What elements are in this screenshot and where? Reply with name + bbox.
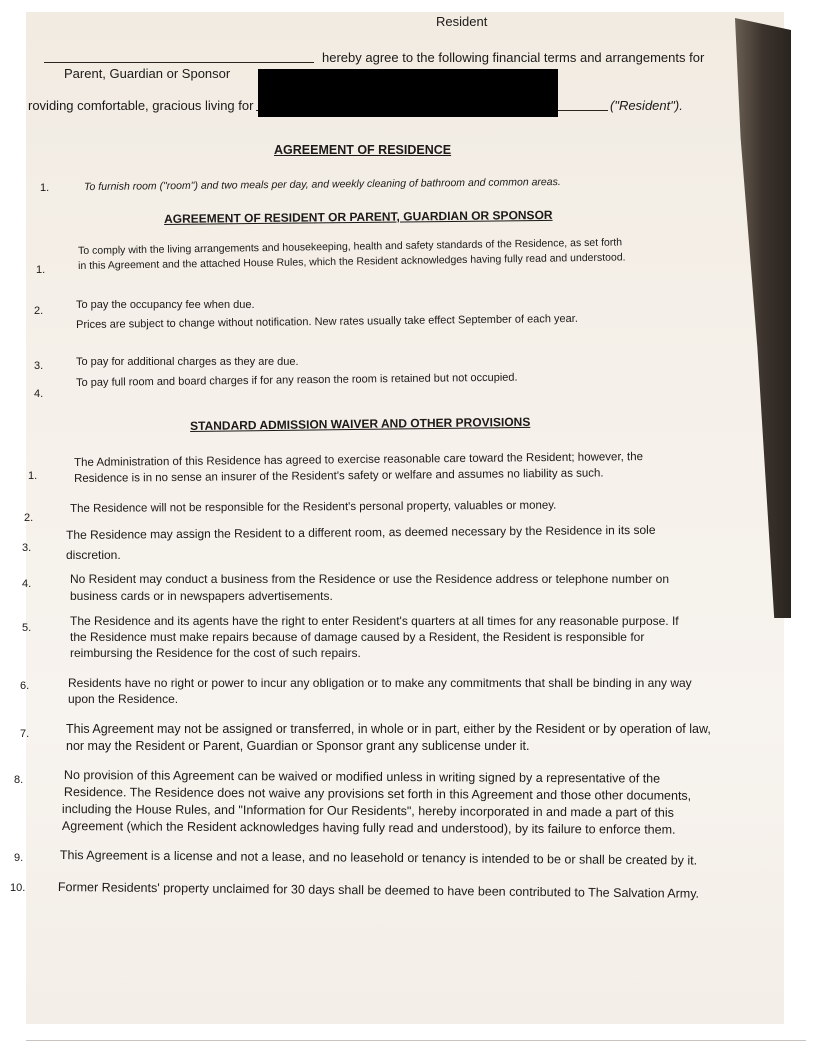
waiver-item-10: Former Residents' property unclaimed for 30 days shall be deemed to have been contributed to The Salvation Army. bbox=[57, 880, 700, 901]
section2-item-1-line-2: in this Agreement and the attached House Rules, which the Resident acknowledges having fully read and understood. bbox=[78, 251, 626, 272]
waiver-item-6-line-2: upon the Residence. bbox=[68, 692, 179, 706]
sponsor-label: Parent, Guardian or Sponsor bbox=[64, 66, 231, 81]
document-page bbox=[26, 12, 784, 1024]
section2-item-2: To pay the occupancy fee when due. bbox=[76, 299, 255, 311]
waiver-item-8-line-2: Residence. The Residence does not waive any provisions set forth in this Agreement and those other documents, bbox=[63, 785, 692, 803]
waiver-item-1-line-1: The Administration of this Residence has agreed to exercise reasonable care toward the Resident; however, the bbox=[74, 451, 644, 469]
agree-text: hereby agree to the following financial terms and arrangements for bbox=[322, 50, 705, 65]
item-number: 2. bbox=[34, 305, 44, 317]
waiver-item-1-line-2: Residence is in no sense an insurer of the Resident's safety or welfare and assumes no liability as such. bbox=[74, 467, 604, 485]
item-number: 1. bbox=[40, 182, 50, 194]
waiver-item-6-line-1: Residents have no right or power to incur any obligation or to make any commitments that shall be binding in any way bbox=[68, 676, 692, 690]
item-number: 1. bbox=[36, 264, 46, 276]
waiver-item-7-line-2: nor may the Resident or Parent, Guardian or Sponsor grant any sublicense under it. bbox=[66, 739, 530, 753]
waiver-item-2: The Residence will not be responsible for the Resident's personal property, valuables or money. bbox=[70, 499, 557, 515]
section2-item-1-line-1: To comply with the living arrangements and housekeeping, health and safety standards of the Residence, as set forth bbox=[78, 236, 623, 257]
waiver-item-7-line-1: This Agreement may not be assigned or transferred, in whole or in part, either by the Resident or by operation of law, bbox=[66, 722, 711, 736]
resident-suffix: ("Resident"). bbox=[610, 98, 683, 113]
section-title-residence: AGREEMENT OF RESIDENCE bbox=[274, 143, 452, 157]
redacted-name-box bbox=[258, 69, 558, 117]
waiver-item-8-line-1: No provision of this Agreement can be waived or modified unless in writing signed by a representative of the bbox=[63, 768, 661, 786]
section-title-waiver: STANDARD ADMISSION WAIVER AND OTHER PROVISIONS bbox=[190, 414, 531, 433]
waiver-item-5-line-2: the Residence must make repairs because of damage caused by a Resident, the Resident is responsible for bbox=[70, 630, 645, 644]
section2-item-3: To pay for additional charges as they are due. bbox=[76, 356, 299, 368]
resident-label: Resident bbox=[436, 14, 488, 29]
item-number: 9. bbox=[14, 852, 24, 864]
item-number: 3. bbox=[34, 360, 44, 372]
item-number: 8. bbox=[14, 774, 24, 786]
sponsor-signature-line bbox=[44, 62, 314, 63]
item-number: 2. bbox=[24, 512, 34, 524]
waiver-item-4-line-2: business cards or in newspapers advertisements. bbox=[70, 589, 333, 603]
item-number: 4. bbox=[22, 578, 32, 590]
section2-item-4: To pay full room and board charges if for any reason the room is retained but not occupied. bbox=[76, 371, 518, 389]
waiver-item-3-line-2: discretion. bbox=[66, 548, 121, 562]
item-number: 1. bbox=[28, 470, 38, 482]
item-number: 10. bbox=[10, 882, 26, 894]
waiver-item-4-line-1: No Resident may conduct a business from the Residence or use the Residence address or telephone number on bbox=[70, 572, 670, 586]
section-title-resident: AGREEMENT OF RESIDENT OR PARENT, GUARDIAN OR SPONSOR bbox=[164, 207, 553, 226]
waiver-item-5-line-1: The Residence and its agents have the right to enter Resident's quarters at all times for any reasonable purpose. If bbox=[70, 614, 679, 628]
item-number: 5. bbox=[22, 622, 32, 634]
section2-price-note: Prices are subject to change without notification. New rates usually take effect September of each year. bbox=[76, 312, 578, 331]
waiver-item-5-line-3: reimbursing the Residence for the cost of such repairs. bbox=[70, 646, 361, 660]
providing-text: roviding comfortable, gracious living for bbox=[28, 98, 254, 113]
section1-item-text: To furnish room ("room") and two meals per day, and weekly cleaning of bathroom and common areas. bbox=[84, 176, 561, 193]
waiver-item-8-line-3: including the House Rules, and "Information for Our Residents", hereby incorporated in and made a part of this bbox=[61, 802, 674, 820]
item-number: 7. bbox=[20, 728, 30, 740]
waiver-item-8-line-4: Agreement (which the Resident acknowledges having fully read and understood), by its failure to enforce them. bbox=[61, 819, 676, 837]
waiver-item-9: This Agreement is a license and not a lease, and no leasehold or tenancy is intended to be or shall be created by it. bbox=[59, 848, 698, 868]
page-edge bbox=[26, 1040, 806, 1041]
item-number: 3. bbox=[22, 542, 32, 554]
item-number: 6. bbox=[20, 680, 30, 692]
item-number: 4. bbox=[34, 388, 44, 400]
waiver-item-3-line-1: The Residence may assign the Resident to a different room, as deemed necessary by the Residence in its sole bbox=[66, 522, 656, 542]
